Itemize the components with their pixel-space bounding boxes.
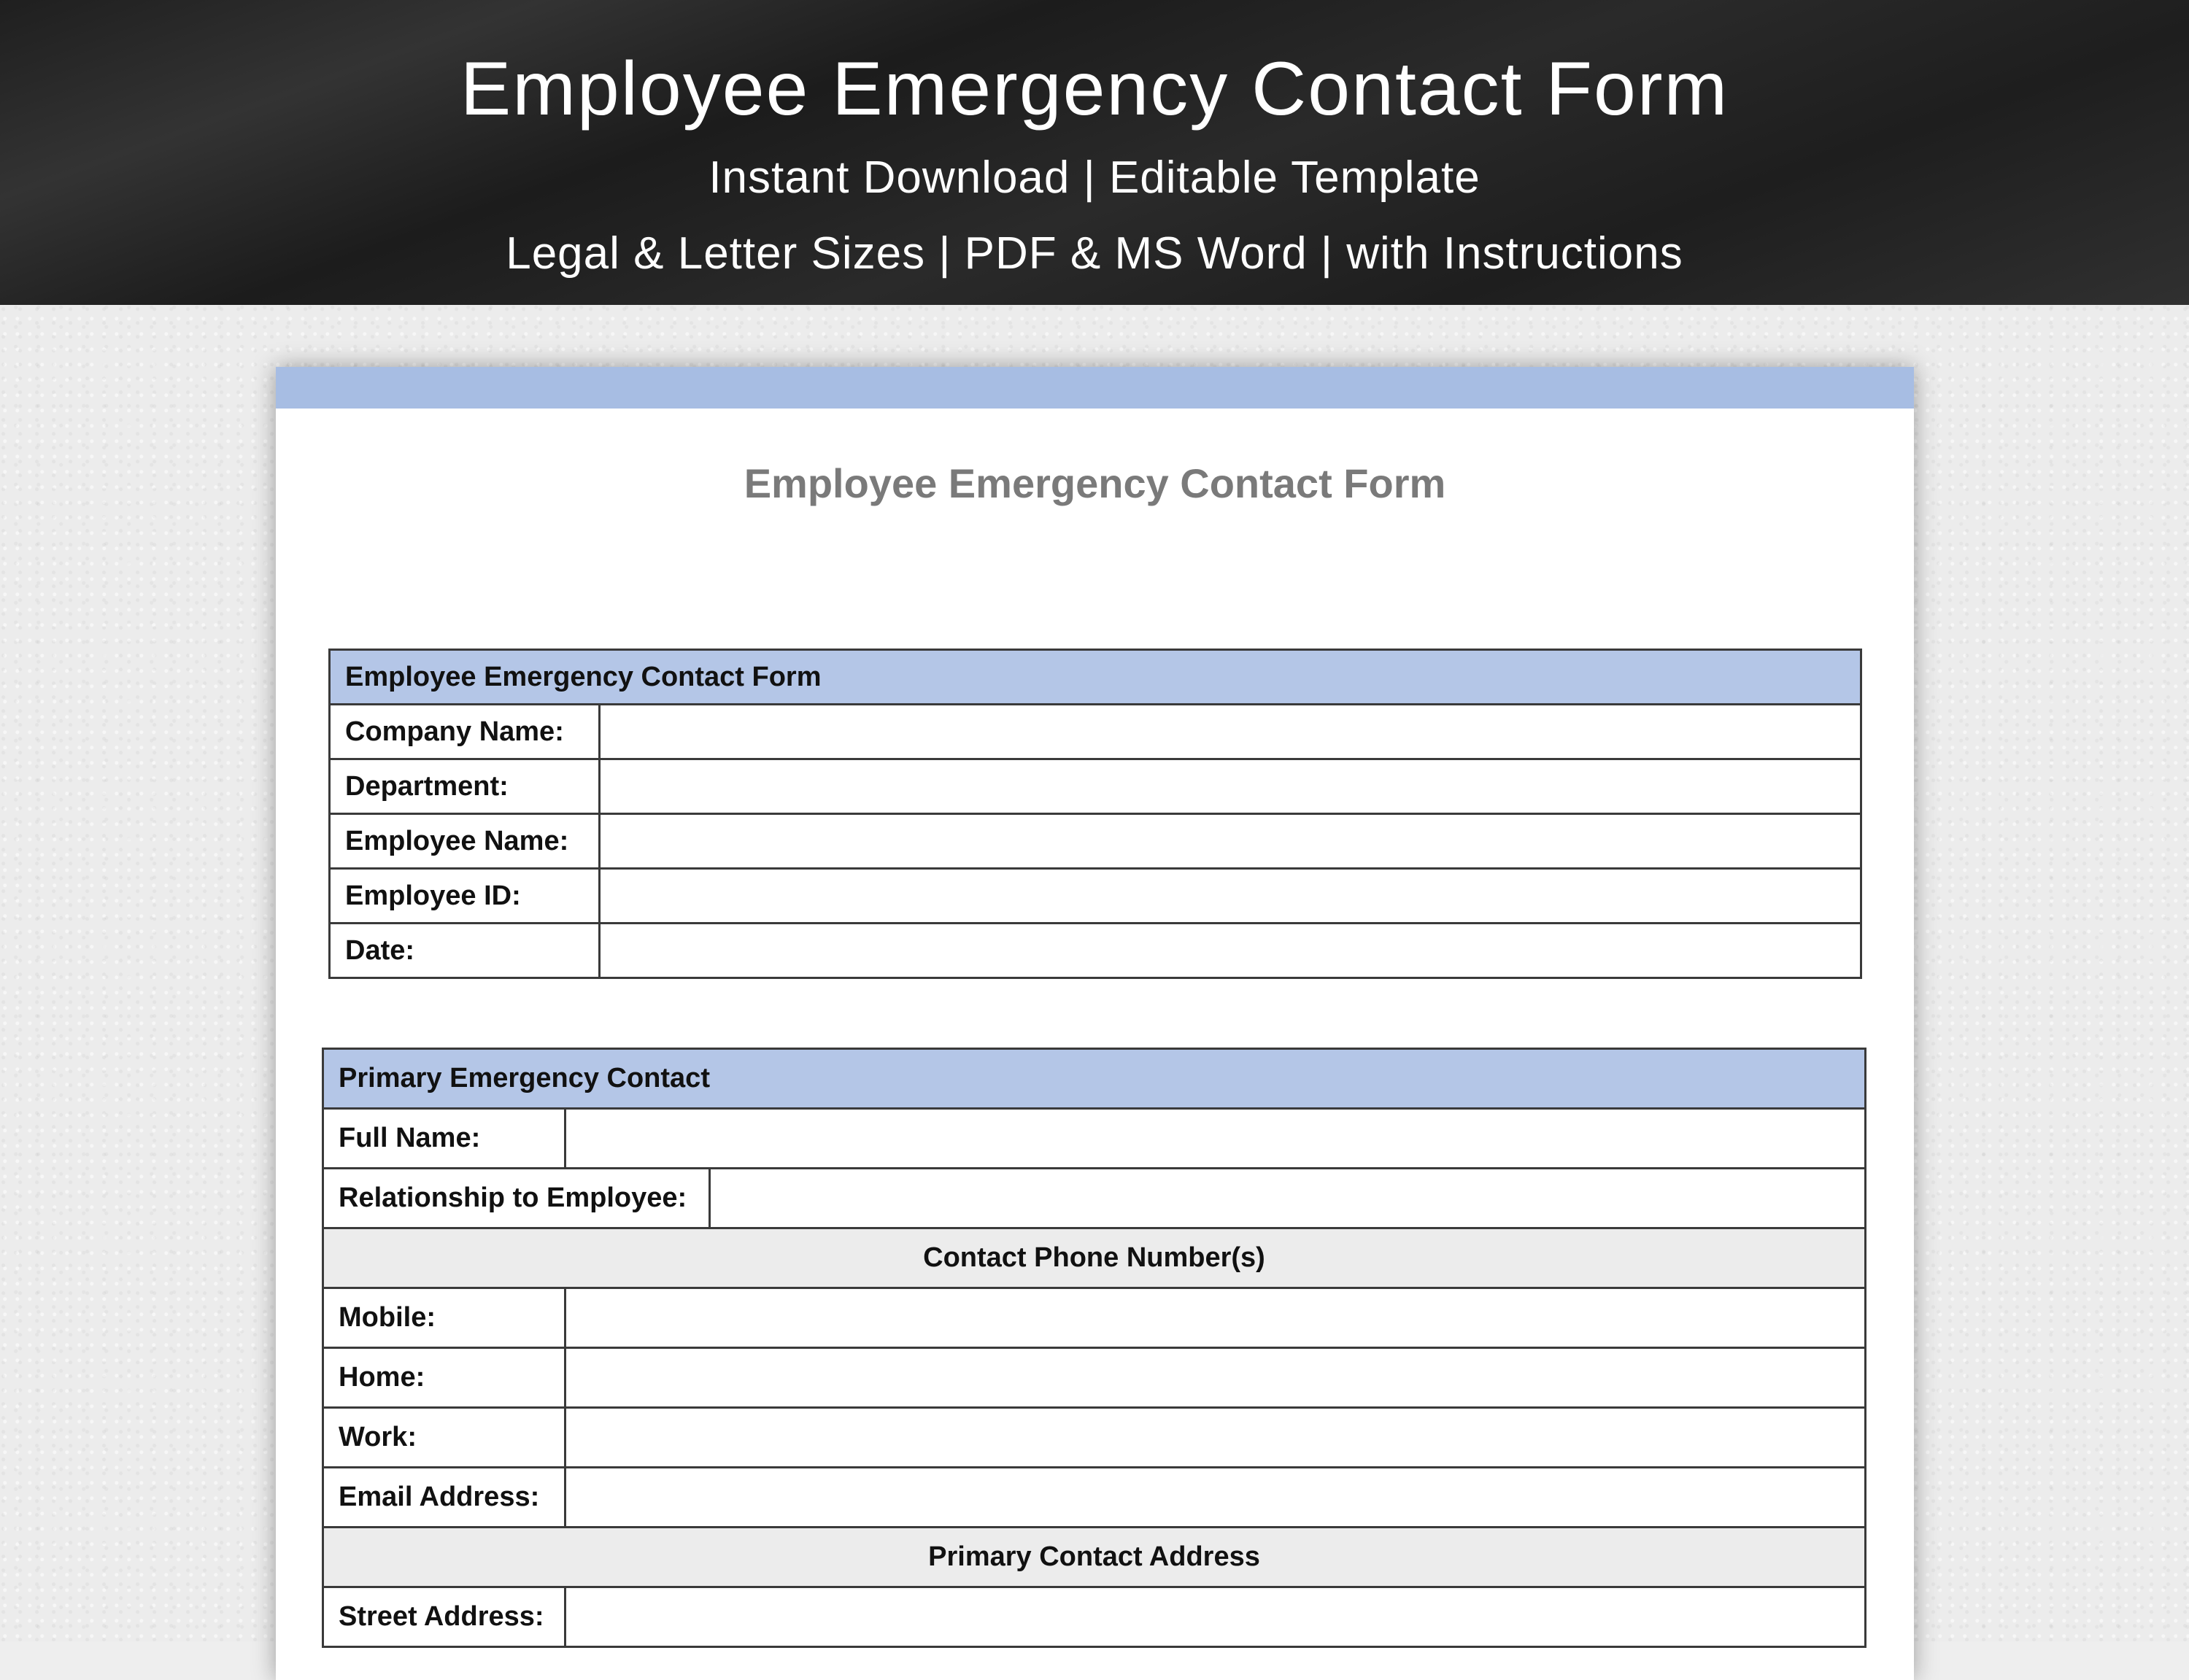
employee-name-field[interactable] xyxy=(600,814,1861,869)
work-field[interactable] xyxy=(565,1408,1866,1468)
employee-id-field[interactable] xyxy=(600,869,1861,924)
email-field[interactable] xyxy=(565,1468,1866,1528)
email-label: Email Address: xyxy=(323,1468,565,1528)
form-document xyxy=(276,367,1914,1680)
primary-contact-table xyxy=(322,1048,1866,1648)
home-label: Home: xyxy=(323,1348,565,1408)
work-label: Work: xyxy=(323,1408,565,1468)
department-label: Department: xyxy=(330,759,600,814)
phone-numbers-subheader: Contact Phone Number(s) xyxy=(323,1228,1866,1288)
relationship-field[interactable] xyxy=(710,1169,1866,1228)
home-field[interactable] xyxy=(565,1348,1866,1408)
primary-section-header: Primary Emergency Contact xyxy=(323,1049,1866,1109)
full-name-field[interactable] xyxy=(565,1109,1866,1169)
document-title: Employee Emergency Contact Form xyxy=(744,460,1446,506)
street-address-label: Street Address: xyxy=(323,1587,565,1647)
banner-subtitle-2: Legal & Letter Sizes | PDF & MS Word | with Instructions xyxy=(506,228,1683,279)
date-field[interactable] xyxy=(600,924,1861,978)
mobile-field[interactable] xyxy=(565,1288,1866,1348)
banner-subtitle-1: Instant Download | Editable Template xyxy=(709,152,1480,203)
company-name-label: Company Name: xyxy=(330,705,600,759)
document-top-bar xyxy=(276,367,1914,409)
date-label: Date: xyxy=(330,924,600,978)
full-name-label: Full Name: xyxy=(323,1109,565,1169)
department-field[interactable] xyxy=(600,759,1861,814)
relationship-label: Relationship to Employee: xyxy=(323,1169,710,1228)
employee-id-label: Employee ID: xyxy=(330,869,600,924)
banner xyxy=(0,0,2189,305)
employee-section-header: Employee Emergency Contact Form xyxy=(330,650,1861,705)
employee-name-label: Employee Name: xyxy=(330,814,600,869)
address-subheader: Primary Contact Address xyxy=(323,1528,1866,1587)
mobile-label: Mobile: xyxy=(323,1288,565,1348)
banner-title: Employee Emergency Contact Form xyxy=(460,47,1729,131)
street-address-field[interactable] xyxy=(565,1587,1866,1647)
company-name-field[interactable] xyxy=(600,705,1861,759)
employee-info-table xyxy=(328,649,1862,979)
